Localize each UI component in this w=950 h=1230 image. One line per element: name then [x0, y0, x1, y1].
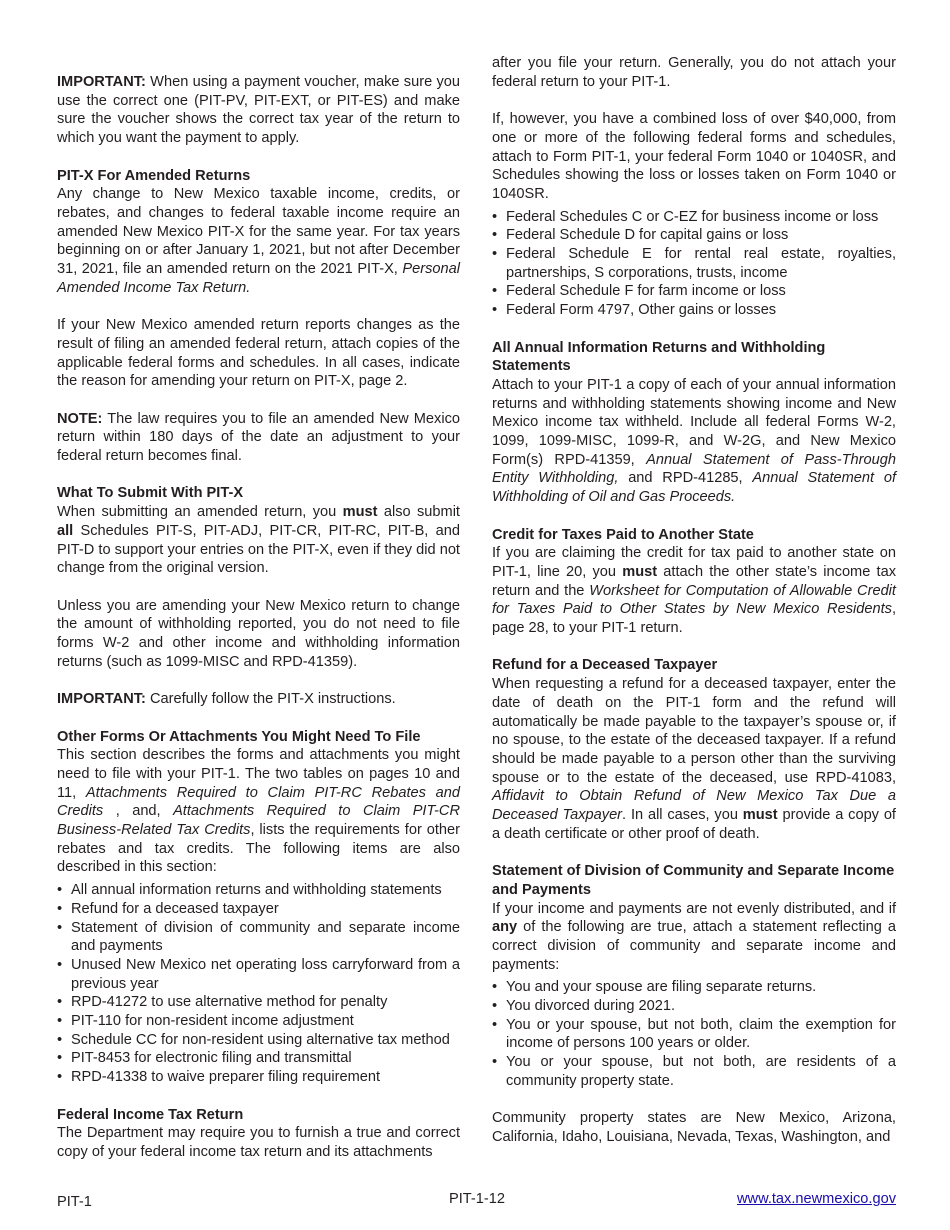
other-forms-paragraph: This section describes the forms and attachments you might need to file with your PIT-1. The two tables on pages 10 and 11, Attachments Required to Claim PIT-RC Rebates and Credits , and, Attachments Required to Claim PIT-CR Business-Related Tax Credits, lists the requirements for other rebates and tax credits. The following items are also described in this section: — [57, 747, 460, 876]
list-item: • All annual information returns and withholding statements — [57, 881, 460, 900]
federal-loss-paragraph: If, however, you have a combined loss of over $40,000, from one or more of the following federal forms and schedules, attach to Form PIT-1, your federal Form 1040 or 1040SR, and Schedules showing the loss or losses taken on Form 1040 or 1040SR. — [492, 111, 896, 202]
pitx-paragraph-1: Any change to New Mexico taxable income, credits, or rebates, and changes to federal taxable income require an amended New Mexico PIT-X for the same year. For tax years beginning on or after January 1, 2021, but not after December 31, 2021, file an amended return on the 2021 PIT-X, Personal Amended Income Tax Return. — [57, 186, 460, 296]
federal-return-heading: Federal Income Tax Return — [57, 1106, 244, 1123]
note-paragraph: NOTE: The law requires you to file an amended New Mexico return within 180 days of the date an adjustment to your federal return becomes final. — [57, 410, 460, 465]
important-label: IMPORTANT: — [57, 74, 146, 90]
footer-website-link[interactable]: www.tax.newmexico.gov — [737, 1191, 896, 1207]
other-forms-list — [57, 881, 460, 1087]
list-item: • RPD-41338 to waive preparer filing requirement — [57, 1068, 460, 1087]
federal-return-paragraph-cont: after you file your return. Generally, you do not attach your federal return to your PIT-1. — [492, 55, 896, 90]
refund-heading: Refund for a Deceased Taxpayer — [492, 657, 718, 674]
footer-page-number: PIT-1-12 — [449, 1191, 505, 1207]
important-label: IMPORTANT: — [57, 691, 146, 708]
submit-heading: What To Submit With PIT-X — [57, 485, 244, 502]
federal-forms-list — [492, 208, 896, 320]
list-item: • PIT-110 for non-resident income adjustment — [57, 1012, 460, 1031]
division-paragraph: If your income and payments are not evenly distributed, and if any of the following are true, attach a statement reflecting a correct division of community and separate income and payments: — [492, 900, 896, 973]
community-property-paragraph: Community property states are New Mexico, Arizona, California, Idaho, Louisiana, Nevada, Texas, Washington, and — [492, 1110, 896, 1145]
list-item: • Schedule CC for non-resident using alternative tax method — [57, 1031, 460, 1050]
credit-paragraph: If you are claiming the credit for tax paid to another state on PIT-1, line 20, you must attach the other state’s income tax return and the Worksheet for Computation of Allowable Credit for Taxes Paid to Other States by New Mexico Residents, page 28, to your PIT-1 return. — [492, 545, 896, 637]
submit-paragraph-1: When submitting an amended return, you must also submit all Schedules PIT-S, PIT-ADJ, PIT-CR, PIT-RC, PIT-B, and PIT-D to support your entries on the PIT-X, even if they did not change from the original version. — [57, 504, 460, 577]
annual-returns-heading: All Annual Information Returns and Withholding Statements — [492, 339, 826, 375]
credit-heading: Credit for Taxes Paid to Another State — [492, 526, 754, 543]
list-item: • You or your spouse, but not both, claim the exemption for income of persons 100 years or older. — [492, 1016, 896, 1053]
division-list — [492, 978, 896, 1090]
list-item: • Statement of division of community and separate income and payments — [57, 919, 460, 956]
list-item: • Federal Schedule E for rental real estate, royalties, partnerships, S corporations, trusts, income — [492, 245, 896, 282]
important-payment-paragraph: IMPORTANT: When using a payment voucher, make sure you use the correct one (PIT-PV, PIT-EXT, or PIT-ES) and make sure the voucher shows the correct tax year of the return to which you want the payment to apply. — [57, 74, 460, 147]
other-forms-heading: Other Forms Or Attachments You Might Need To File — [57, 728, 421, 745]
list-item: • PIT-8453 for electronic filing and transmittal — [57, 1049, 460, 1068]
note-label: NOTE: — [57, 410, 103, 427]
list-item: • You divorced during 2021. — [492, 997, 896, 1016]
list-item: • You or your spouse, but not both, are residents of a community property state. — [492, 1053, 896, 1090]
pitx-paragraph-2: If your New Mexico amended return reports changes as the result of filing an amended federal return, attach copies of the applicable federal forms and schedules. In all cases, indicate the reason for amending your return on PIT-X, page 2. — [57, 317, 460, 390]
important-follow-paragraph: IMPORTANT: Carefully follow the PIT-X instructions. — [57, 691, 396, 708]
page-footer — [57, 1190, 896, 1210]
submit-paragraph-2: Unless you are amending your New Mexico return to change the amount of withholding reported, you do not need to file forms W-2 and other income and withholding information returns (such as 1099-MISC and RPD-41359). — [57, 597, 460, 670]
left-column — [57, 73, 460, 1180]
refund-paragraph: When requesting a refund for a deceased taxpayer, enter the date of death on the PIT-1 form and the refund will automatically be made payable to the taxpayer’s spouse or, if no spouse, to the estate of the deceased taxpayer. If a refund should be made payable to a person other than the surviving spouse or to the estate of the deceased, use RPD-41083, Affidavit to Obtain Refund of New Mexico Tax Due a Deceased Taxpayer. In all cases, you must provide a copy of a death certificate or other proof of death. — [492, 676, 896, 842]
list-item: • Unused New Mexico net operating loss carryforward from a previous year — [57, 956, 460, 993]
footer-form-name: PIT-1 — [57, 1194, 92, 1210]
list-item: • Federal Schedule F for farm income or loss — [492, 282, 896, 301]
annual-returns-paragraph: Attach to your PIT-1 a copy of each of your annual information returns and withholding statements showing income and New Mexico income tax withheld. Include all federal Forms W-2, 1099, 1099-MISC, 1099-R, and W-2G, and New Mexico Form(s) RPD-41359, Annual Statement of Pass-Through Entity Withholding, and RPD-41285, Annual Statement of Withholding of Oil and Gas Proceeds. — [492, 376, 896, 506]
list-item: • Federal Schedule D for capital gains or loss — [492, 226, 896, 245]
federal-return-paragraph: The Department may require you to furnish a true and correct copy of your federal income tax return and its attachments — [57, 1125, 460, 1160]
list-item: • Federal Form 4797, Other gains or losses — [492, 301, 896, 320]
list-item: • RPD-41272 to use alternative method for penalty — [57, 993, 460, 1012]
list-item: • Federal Schedules C or C-EZ for business income or loss — [492, 208, 896, 227]
list-item: • Refund for a deceased taxpayer — [57, 900, 460, 919]
pitx-heading: PIT-X For Amended Returns — [57, 167, 251, 184]
division-heading: Statement of Division of Community and Separate Income and Payments — [492, 863, 895, 898]
right-column — [492, 54, 896, 1165]
list-item: • You and your spouse are filing separate returns. — [492, 978, 896, 997]
